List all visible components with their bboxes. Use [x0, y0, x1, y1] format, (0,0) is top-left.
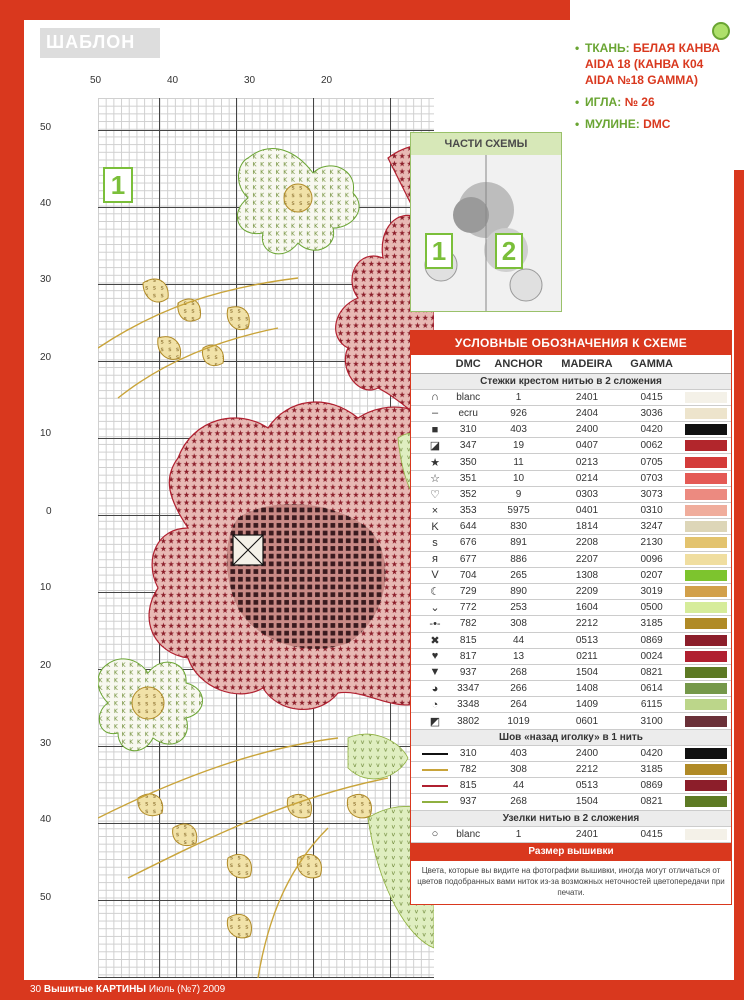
gamma-code: 3019: [622, 583, 681, 599]
y-tick: 50: [40, 122, 52, 133]
legend.cross_rows-row: [411, 697, 731, 713]
stitch-symbol: K: [411, 519, 451, 535]
size-label: Размер вышивки: [411, 843, 731, 861]
anchor-code: 1019: [485, 713, 551, 729]
stitch-symbol: ○: [411, 826, 451, 842]
madeira-code: 1504: [552, 664, 623, 680]
legend.cross_rows-row: [411, 470, 731, 486]
stitch-symbol: [411, 778, 451, 794]
col-anchor: ANCHOR: [485, 355, 551, 373]
dmc-code: 815: [451, 778, 485, 794]
dmc-code: ecru: [451, 405, 485, 421]
madeira-code: 2401: [552, 826, 623, 842]
legend.cross_rows-row: [411, 438, 731, 454]
madeira-code: 1814: [552, 519, 623, 535]
col-gamma: GAMMA: [622, 355, 681, 373]
legend.cross_rows-row: [411, 486, 731, 502]
gamma-code: 6115: [622, 697, 681, 713]
stitch-symbol: ♡: [411, 486, 451, 502]
legend.cross_rows-row: [411, 567, 731, 583]
legend.knot_rows-row: [411, 826, 731, 842]
gamma-code: 0703: [622, 470, 681, 486]
stitch-symbol: ×: [411, 503, 451, 519]
stitch-symbol: s: [411, 535, 451, 551]
stitch-symbol: ♥: [411, 648, 451, 664]
stitch-symbol: ☆: [411, 470, 451, 486]
stitch-symbol: ■: [411, 422, 451, 438]
dmc-code: blanc: [451, 826, 485, 842]
gamma-code: 0705: [622, 454, 681, 470]
col-madeira: MADEIRA: [552, 355, 623, 373]
parts-title: ЧАСТИ СХЕМЫ: [411, 133, 561, 155]
color-swatch: [681, 616, 731, 632]
page-footer: [30, 984, 225, 995]
stitch-symbol: ◩: [411, 713, 451, 729]
dmc-code: 817: [451, 648, 485, 664]
legend-title: УСЛОВНЫЕ ОБОЗНАЧЕНИЯ К СХЕМЕ: [411, 331, 731, 355]
dmc-code: 351: [451, 470, 485, 486]
part-2-badge: 2: [495, 233, 523, 269]
floss-label: МУЛИНЕ:: [585, 117, 640, 131]
legend-grid: [411, 355, 731, 843]
col-swatch: [681, 355, 731, 373]
main-poppy-motif: [149, 402, 434, 709]
gamma-code: 3185: [622, 616, 681, 632]
gamma-code: 0420: [622, 745, 681, 761]
y-tick: 50: [40, 892, 52, 903]
stitch-symbol: ∩: [411, 389, 451, 405]
madeira-code: 1409: [552, 697, 623, 713]
madeira-code: 0211: [552, 648, 623, 664]
page-header: ШАБЛОН: [40, 28, 160, 58]
color-swatch: [681, 600, 731, 616]
madeira-code: 2404: [552, 405, 623, 421]
anchor-code: 830: [485, 519, 551, 535]
gamma-code: 0415: [622, 826, 681, 842]
floss-value: DMC: [643, 117, 671, 131]
top-daisy-motif: [237, 149, 359, 254]
dmc-code: blanc: [451, 389, 485, 405]
gamma-code: 0500: [622, 600, 681, 616]
color-swatch: [681, 681, 731, 697]
legend.cross_rows-row: [411, 600, 731, 616]
anchor-code: 1: [485, 826, 551, 842]
madeira-code: 2207: [552, 551, 623, 567]
legend.cross_rows-row: [411, 503, 731, 519]
dmc-code: 353: [451, 503, 485, 519]
madeira-code: 1408: [552, 681, 623, 697]
legend.cross_rows-row: [411, 713, 731, 729]
stitch-symbol: ◪: [411, 438, 451, 454]
stitch-symbol: ▼: [411, 664, 451, 680]
magazine-title: Вышитые КАРТИНЫ: [43, 984, 147, 995]
color-swatch: [681, 745, 731, 761]
gamma-code: 3185: [622, 762, 681, 778]
stitch-symbol: –: [411, 405, 451, 421]
legend.back_rows-row: [411, 745, 731, 761]
needle-value: № 26: [624, 95, 655, 109]
dmc-code: 937: [451, 664, 485, 680]
col-dmc: DMC: [451, 355, 485, 373]
madeira-code: 0401: [552, 503, 623, 519]
legend.cross_rows-row: [411, 681, 731, 697]
fabric-value: БЕЛАЯ КАНВА AIDA 18 (КАНВА К04 AIDA №18 GAMMA): [585, 41, 721, 87]
gamma-code: 0096: [622, 551, 681, 567]
color-swatch: [681, 713, 731, 729]
madeira-code: 1504: [552, 794, 623, 810]
color-swatch: [681, 503, 731, 519]
color-swatch: [681, 826, 731, 842]
legend.cross_rows-row: [411, 648, 731, 664]
madeira-code: 2401: [552, 389, 623, 405]
anchor-code: 11: [485, 454, 551, 470]
needle-info: [575, 94, 735, 110]
anchor-code: 44: [485, 778, 551, 794]
stitch-symbol: я: [411, 551, 451, 567]
dmc-code: 644: [451, 519, 485, 535]
gamma-code: 0821: [622, 664, 681, 680]
section-cross-title: Стежки крестом нитью в 2 сложения: [411, 373, 731, 389]
pattern-chart: [40, 70, 395, 975]
anchor-code: 890: [485, 583, 551, 599]
color-swatch: [681, 632, 731, 648]
needle-label: ИГЛА:: [585, 95, 622, 109]
anchor-code: 926: [485, 405, 551, 421]
y-tick: 30: [40, 738, 52, 749]
legend.cross_rows-row: [411, 454, 731, 470]
anchor-code: 44: [485, 632, 551, 648]
stitch-symbol: ◕: [411, 681, 451, 697]
gamma-code: 0415: [622, 389, 681, 405]
gamma-code: 0869: [622, 778, 681, 794]
y-tick: 40: [40, 814, 52, 825]
color-swatch: [681, 551, 731, 567]
madeira-code: 1604: [552, 600, 623, 616]
left-daisy-motif: [98, 659, 203, 751]
dmc-code: 3347: [451, 681, 485, 697]
gamma-code: 3073: [622, 486, 681, 502]
stitch-symbol: ✖: [411, 632, 451, 648]
legend.cross_rows-row: [411, 616, 731, 632]
legend.back_rows-row: [411, 762, 731, 778]
anchor-code: 265: [485, 567, 551, 583]
stitch-symbol: V: [411, 567, 451, 583]
gamma-code: 2130: [622, 535, 681, 551]
legend.cross_rows-row: [411, 583, 731, 599]
anchor-code: 9: [485, 486, 551, 502]
gamma-code: 3100: [622, 713, 681, 729]
anchor-code: 10: [485, 470, 551, 486]
color-swatch: [681, 486, 731, 502]
y-tick: 40: [40, 198, 52, 209]
madeira-code: 0214: [552, 470, 623, 486]
backstitch-rows: [411, 729, 731, 810]
legend.cross_rows-row: [411, 664, 731, 680]
x-tick-30: 30: [244, 75, 256, 86]
stitch-symbol: [411, 745, 451, 761]
part-1-badge: 1: [425, 233, 453, 269]
madeira-code: 2400: [552, 422, 623, 438]
dmc-code: 937: [451, 794, 485, 810]
floss-info: [575, 116, 735, 132]
color-swatch: [681, 583, 731, 599]
gamma-code: 0869: [622, 632, 681, 648]
watermark: Страна Мам.ру: [535, 962, 660, 979]
legend.cross_rows-row: [411, 632, 731, 648]
legend.back_rows-row: [411, 794, 731, 810]
left-red-border: [0, 0, 24, 1000]
dmc-code: 350: [451, 454, 485, 470]
color-swatch: [681, 794, 731, 810]
anchor-code: 253: [485, 600, 551, 616]
cross-stitch-rows: [411, 373, 731, 729]
dmc-code: 3802: [451, 713, 485, 729]
gamma-code: 0062: [622, 438, 681, 454]
gamma-code: 0207: [622, 567, 681, 583]
color-swatch: [681, 648, 731, 664]
color-note: Цвета, которые вы видите на фотографии вышивки, иногда могут отличаться от цветов подобранных вами ниток из-за возможных неточностей цветопередачи при печати.: [417, 865, 725, 897]
legend.cross_rows-row: [411, 389, 731, 405]
madeira-code: 0303: [552, 486, 623, 502]
y-tick: 0: [46, 506, 52, 517]
color-swatch: [681, 778, 731, 794]
dmc-code: 704: [451, 567, 485, 583]
anchor-code: 403: [485, 422, 551, 438]
color-swatch: [681, 422, 731, 438]
gamma-code: 0821: [622, 794, 681, 810]
dmc-code: 676: [451, 535, 485, 551]
dmc-code: 782: [451, 616, 485, 632]
section-knot-title: Узелки нитью в 2 сложения: [411, 810, 731, 826]
pattern-artwork: [98, 98, 434, 978]
color-swatch: [681, 535, 731, 551]
stitch-symbol: ★: [411, 454, 451, 470]
stitch-symbol: [411, 794, 451, 810]
stitch-symbol: -•-: [411, 616, 451, 632]
stitch-symbol: [411, 762, 451, 778]
color-swatch: [681, 438, 731, 454]
y-tick: 20: [40, 352, 52, 363]
dmc-code: 3348: [451, 697, 485, 713]
y-tick: 20: [40, 660, 52, 671]
color-swatch: [681, 664, 731, 680]
anchor-code: 13: [485, 648, 551, 664]
dmc-code: 772: [451, 600, 485, 616]
anchor-code: 264: [485, 697, 551, 713]
chart-part-number: 1: [103, 167, 133, 203]
dmc-code: 729: [451, 583, 485, 599]
gamma-code: 3247: [622, 519, 681, 535]
dmc-code: 352: [451, 486, 485, 502]
madeira-code: 2212: [552, 762, 623, 778]
col-symbol: [411, 355, 451, 373]
dmc-code: 815: [451, 632, 485, 648]
stitch-symbol: ☾: [411, 583, 451, 599]
dmc-code: 782: [451, 762, 485, 778]
dmc-code: 677: [451, 551, 485, 567]
materials-list: [575, 40, 735, 138]
parts-preview-image: [411, 155, 561, 311]
madeira-code: 0407: [552, 438, 623, 454]
color-swatch: [681, 470, 731, 486]
x-tick-50: 50: [90, 75, 102, 86]
legend.cross_rows-row: [411, 551, 731, 567]
anchor-code: 5975: [485, 503, 551, 519]
legend.cross_rows-row: [411, 519, 731, 535]
x-tick-20: 20: [321, 75, 333, 86]
x-tick-40: 40: [167, 75, 179, 86]
legend.cross_rows-row: [411, 422, 731, 438]
anchor-code: 268: [485, 664, 551, 680]
legend.cross_rows-row: [411, 405, 731, 421]
madeira-code: 0513: [552, 778, 623, 794]
madeira-code: 2400: [552, 745, 623, 761]
anchor-code: 308: [485, 616, 551, 632]
color-swatch: [681, 697, 731, 713]
dmc-code: 347: [451, 438, 485, 454]
fabric-label: ТКАНЬ:: [585, 41, 630, 55]
anchor-code: 403: [485, 745, 551, 761]
legend.cross_rows-row: [411, 535, 731, 551]
color-swatch: [681, 405, 731, 421]
color-swatch: [681, 567, 731, 583]
stitch-symbol: ◔: [411, 697, 451, 713]
gamma-code: 0614: [622, 681, 681, 697]
dmc-code: 310: [451, 745, 485, 761]
gamma-code: 3036: [622, 405, 681, 421]
stitch-symbol: ⌄: [411, 600, 451, 616]
chart-parts-box: [410, 132, 562, 312]
madeira-code: 2208: [552, 535, 623, 551]
madeira-code: 0513: [552, 632, 623, 648]
section-backstitch-title: Шов «назад иголку» в 1 нить: [411, 729, 731, 745]
madeira-code: 2209: [552, 583, 623, 599]
anchor-code: 891: [485, 535, 551, 551]
pin-icon: [712, 22, 730, 40]
legend-table: [410, 330, 732, 905]
y-tick: 30: [40, 274, 52, 285]
color-swatch: [681, 454, 731, 470]
color-swatch: [681, 389, 731, 405]
madeira-code: 0601: [552, 713, 623, 729]
anchor-code: 1: [485, 389, 551, 405]
gamma-code: 0024: [622, 648, 681, 664]
page-number: 30: [30, 984, 42, 995]
color-swatch: [681, 519, 731, 535]
madeira-code: 2212: [552, 616, 623, 632]
issue-info: Июль (№7) 2009: [148, 984, 226, 995]
anchor-code: 886: [485, 551, 551, 567]
y-tick: 10: [40, 428, 52, 439]
gamma-code: 0420: [622, 422, 681, 438]
anchor-code: 268: [485, 794, 551, 810]
legend.back_rows-row: [411, 778, 731, 794]
y-tick: 10: [40, 582, 52, 593]
madeira-code: 1308: [552, 567, 623, 583]
gamma-code: 0310: [622, 503, 681, 519]
anchor-code: 308: [485, 762, 551, 778]
knot-rows: [411, 810, 731, 842]
madeira-code: 0213: [552, 454, 623, 470]
color-swatch: [681, 762, 731, 778]
anchor-code: 19: [485, 438, 551, 454]
fabric-info: [575, 40, 735, 88]
anchor-code: 266: [485, 681, 551, 697]
dmc-code: 310: [451, 422, 485, 438]
